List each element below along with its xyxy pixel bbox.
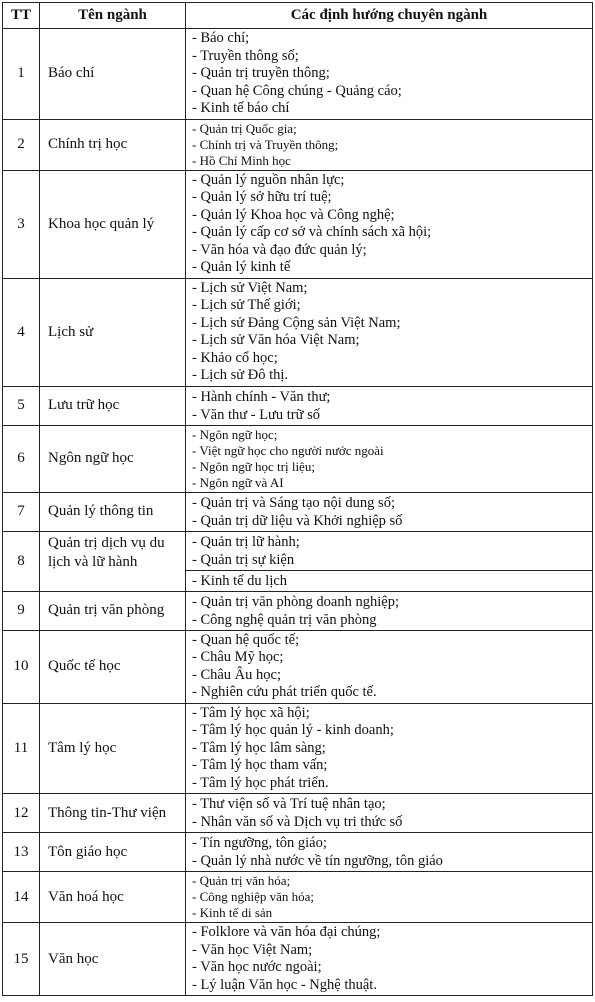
orientation-item: - Truyền thông số; <box>192 47 299 64</box>
major-name: Văn học <box>40 923 186 996</box>
orientation-item: - Văn học Việt Nam; <box>192 941 313 958</box>
orientation-item: - Quản trị văn phòng doanh nghiệp; <box>192 593 399 610</box>
major-name: Quản trị dịch vụ du lịch và lữ hành <box>40 531 186 591</box>
orientation-item: - Quản lý nguồn nhân lực; <box>192 171 345 188</box>
header-orientations: Các định hướng chuyên ngành <box>186 3 593 29</box>
table-row <box>3 29 593 120</box>
orientation-item: - Châu Mỹ học; <box>192 649 284 665</box>
row-number: 2 <box>3 119 40 170</box>
orientation-list <box>186 386 593 425</box>
row-number: 10 <box>3 630 40 703</box>
orientation-item: - Công nghệ quản trị văn phòng <box>192 611 377 628</box>
orientation-item: - Thư viện số và Trí tuệ nhân tạo; <box>192 796 386 812</box>
row-number: 1 <box>3 29 40 120</box>
orientation-list <box>186 278 593 386</box>
orientation-item: - Quản lý kinh tế <box>192 259 291 275</box>
orientation-item: - Chính trị và Truyền thông; <box>192 136 339 152</box>
orientation-list <box>186 591 593 630</box>
orientation-list <box>186 833 593 872</box>
orientation-item: - Lịch sử Thế giới; <box>192 297 301 313</box>
orientation-list <box>186 492 593 531</box>
orientation-item: - Châu Âu học; <box>192 666 281 683</box>
orientation-item: - Quản trị sự kiện <box>192 551 295 568</box>
orientation-item: - Hành chính - Văn thư; <box>192 388 331 405</box>
table-row <box>3 630 593 703</box>
orientation-item: - Tâm lý học lâm sàng; <box>192 739 326 756</box>
orientation-item: - Kinh tế di sản <box>192 905 273 920</box>
orientation-item: - Quản lý Khoa học và Công nghệ; <box>192 206 395 223</box>
orientation-item: - Nhân văn số và Dịch vụ tri thức số <box>192 814 403 830</box>
row-number: 3 <box>3 170 40 278</box>
orientation-list <box>186 703 593 794</box>
major-name: Ngôn ngữ học <box>40 425 186 492</box>
major-name: Thông tin-Thư viện <box>40 794 186 833</box>
table-row <box>3 531 593 570</box>
major-name: Lịch sử <box>40 278 186 386</box>
row-number: 4 <box>3 278 40 386</box>
major-name: Tâm lý học <box>40 703 186 794</box>
table-row <box>3 833 593 872</box>
row-number: 14 <box>3 872 40 923</box>
table-row <box>3 386 593 425</box>
orientation-list <box>186 119 593 170</box>
orientation-item: - Quản lý sở hữu trí tuệ; <box>192 189 332 205</box>
orientation-list <box>186 570 593 591</box>
orientation-item: - Hồ Chí Minh học <box>192 152 291 168</box>
orientation-item: - Quan hệ Công chúng - Quảng cáo; <box>192 82 402 99</box>
major-name: Chính trị học <box>40 119 186 170</box>
major-name: Báo chí <box>40 29 186 120</box>
major-name: Quốc tế học <box>40 630 186 703</box>
orientation-item: - Lịch sử Đô thị. <box>192 367 289 383</box>
orientation-item: - Công nghiệp văn hóa; <box>192 889 315 904</box>
orientation-item: - Tâm lý học tham vấn; <box>192 757 328 773</box>
row-number: 13 <box>3 833 40 872</box>
orientation-item: - Quản trị và Sáng tạo nội dung số; <box>192 494 395 511</box>
orientation-list <box>186 170 593 278</box>
orientation-item: - Kinh tế báo chí <box>192 100 290 116</box>
orientation-item: - Quản trị văn hóa; <box>192 873 291 888</box>
orientation-item: - Báo chí; <box>192 30 250 46</box>
row-number: 15 <box>3 923 40 996</box>
orientation-item: - Lịch sử Việt Nam; <box>192 279 308 296</box>
orientation-item: - Tín ngưỡng, tôn giáo; <box>192 835 327 851</box>
table-body <box>3 29 593 996</box>
row-number: 6 <box>3 425 40 492</box>
orientation-item: - Folklore và văn hóa đại chúng; <box>192 924 381 940</box>
table-row <box>3 703 593 794</box>
major-name: Quản trị văn phòng <box>40 591 186 630</box>
orientation-item: - Quản trị Quốc gia; <box>192 120 297 136</box>
orientation-item: - Văn học nước ngoài; <box>192 959 322 975</box>
major-name: Quản lý thông tin <box>40 492 186 531</box>
row-number: 9 <box>3 591 40 630</box>
major-name: Văn hoá học <box>40 872 186 923</box>
orientation-item: - Văn thư - Lưu trữ số <box>192 406 321 423</box>
major-name: Lưu trữ học <box>40 386 186 425</box>
orientation-item: - Lịch sử Đảng Cộng sản Việt Nam; <box>192 314 401 331</box>
orientation-item: - Tâm lý học xã hội; <box>192 704 310 721</box>
major-name: Tôn giáo học <box>40 833 186 872</box>
orientation-list <box>186 29 593 120</box>
majors-table <box>2 2 593 996</box>
table-row <box>3 492 593 531</box>
orientation-item: - Ngôn ngữ và AI <box>192 474 284 490</box>
major-name: Khoa học quản lý <box>40 170 186 278</box>
orientation-item: - Lý luận Văn học - Nghệ thuật. <box>192 976 377 993</box>
orientation-item: - Lịch sử Văn hóa Việt Nam; <box>192 332 360 348</box>
orientation-item: - Quan hệ quốc tế; <box>192 631 300 648</box>
orientation-list <box>186 425 593 492</box>
table-row <box>3 923 593 996</box>
table-row <box>3 794 593 833</box>
orientation-list <box>186 630 593 703</box>
table-row <box>3 119 593 170</box>
table-row <box>3 872 593 923</box>
orientation-item: - Quản trị truyền thông; <box>192 65 330 81</box>
orientation-item: - Ngôn ngữ học trị liệu; <box>192 458 315 474</box>
orientation-list <box>186 794 593 833</box>
row-number: 11 <box>3 703 40 794</box>
orientation-list <box>186 872 593 923</box>
table-row <box>3 278 593 386</box>
orientation-item: - Quản lý cấp cơ sở và chính sách xã hội; <box>192 224 432 240</box>
orientation-item: - Khảo cổ học; <box>192 349 278 366</box>
table-row <box>3 170 593 278</box>
orientation-item: - Tâm lý học quản lý - kinh doanh; <box>192 722 394 738</box>
table-row <box>3 425 593 492</box>
header-tt: TT <box>3 3 40 29</box>
row-number: 7 <box>3 492 40 531</box>
orientation-item: - Quản trị dữ liệu và Khởi nghiệp số <box>192 512 403 529</box>
table-header-row <box>3 3 593 29</box>
row-number: 12 <box>3 794 40 833</box>
row-number: 5 <box>3 386 40 425</box>
orientation-item: - Việt ngữ học cho người nước ngoài <box>192 442 384 458</box>
orientation-item: - Ngôn ngữ học; <box>192 426 278 442</box>
table-row <box>3 591 593 630</box>
orientation-item: - Kinh tế du lịch <box>192 572 288 589</box>
row-number: 8 <box>3 531 40 591</box>
orientation-list <box>186 531 593 570</box>
orientation-item: - Văn hóa và đạo đức quản lý; <box>192 241 367 258</box>
orientation-item: - Quản trị lữ hành; <box>192 533 300 550</box>
header-name: Tên ngành <box>40 3 186 29</box>
orientation-list <box>186 923 593 996</box>
orientation-item: - Quản lý nhà nước về tín ngưỡng, tôn giáo <box>192 853 443 869</box>
orientation-item: - Tâm lý học phát triển. <box>192 774 329 791</box>
orientation-item: - Nghiên cứu phát triển quốc tế. <box>192 684 377 700</box>
